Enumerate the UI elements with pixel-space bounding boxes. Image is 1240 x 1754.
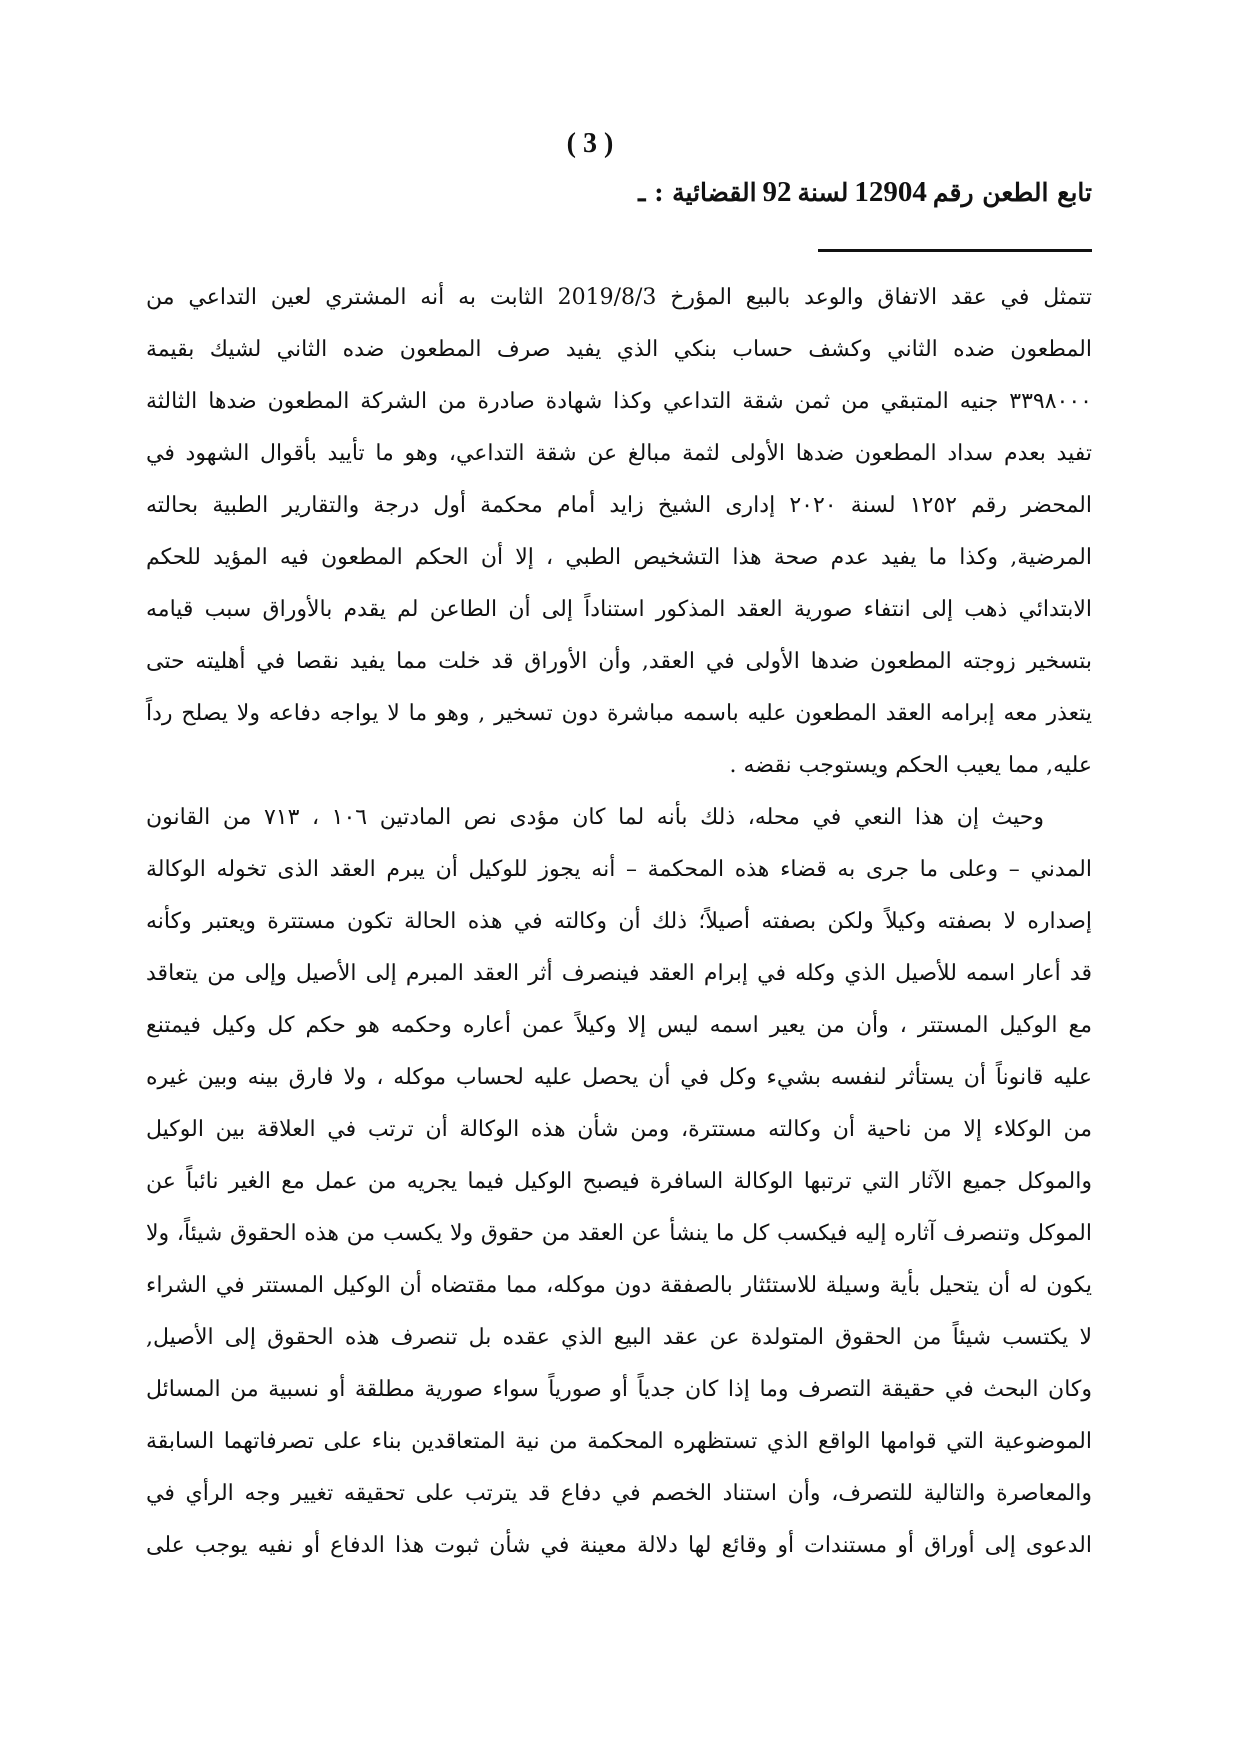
case-number: 12904	[854, 176, 927, 208]
page-number: ( 3 )	[566, 128, 614, 159]
text-line: وحيث إن هذا النعي في محله، ذلك بأنه لما كان مؤدى نص المادتين ١٠٦ ، ٧١٣ من القانون	[146, 805, 1044, 830]
text-line: مع الوكيل المستتر ، وأن من يعير اسمه ليس إلا وكيلاً عمن أعاره وحكمه هو حكم كل وكيل فيمتنع	[146, 1013, 1092, 1038]
case-header-prefix: تابع الطعن رقم	[932, 178, 1092, 207]
text-line: وكان البحث في حقيقة التصرف وما إذا كان جدياً أو صورياً سواء صورية مطلقة أو نسبية من المسائل	[146, 1377, 1092, 1402]
text-line: الموكل وتنصرف آثاره إليه فيكسب كل ما ينشأ عن العقد من حقوق ولا يكسب من هذه الحقوق شيئاً، ولا	[146, 1221, 1092, 1246]
case-header	[638, 176, 1092, 209]
text-line: إصداره لا بصفته وكيلاً ولكن بصفته أصيلاً؛ ذلك أن وكالته في هذه الحالة تكون مستترة ويعتبر وكأنه	[146, 909, 1092, 934]
text-line: المحضر رقم ١٢٥٢ لسنة ٢٠٢٠ إدارى الشيخ زايد أمام محكمة أول درجة والتقارير الطبية بحالته	[146, 493, 1092, 518]
text-line: ٣٣٩٨٠٠٠ جنيه المتبقي من ثمن شقة التداعي وكذا شهادة صادرة من الشركة المطعون ضدها الثالثة	[146, 389, 1092, 414]
text-line: الموضوعية التي قوامها الواقع الذي تستظهره المحكمة من نية المتعاقدين بناء على تصرفاتهما السابقة	[146, 1429, 1092, 1454]
text-line: تتمثل في عقد الاتفاق والوعد بالبيع المؤرخ 2019/8/3 الثابت به أنه المشتري لعين التداعي من	[146, 285, 1092, 310]
text-line: المدني – وعلى ما جرى به قضاء هذه المحكمة – أنه يجوز للوكيل أن يبرم العقد الذى تخوله الوكالة	[146, 857, 1092, 882]
document-body	[146, 278, 1092, 1578]
text-line: من الوكلاء إلا من ناحية أن وكالته مستترة، ومن شأن هذه الوكالة أن ترتب في العلاقة بين الوكيل	[146, 1117, 1092, 1142]
text-line: عليه قانوناً أن يستأثر لنفسه بشيء وكل في أن يحصل عليه لحساب موكله ، ولا فارق بينه وبين غيره	[146, 1065, 1092, 1090]
header-divider	[818, 249, 1092, 252]
text-line: المرضية, وكذا ما يفيد عدم صحة هذا التشخيص الطبي ، إلا أن الحكم المطعون فيه المؤيد للحكم	[146, 545, 1092, 570]
text-line: لا يكتسب شيئاً من الحقوق المتولدة عن عقد البيع الذي عقده بل تنصرف هذه الحقوق إلى الأصيل,	[146, 1325, 1092, 1350]
text-line: عليه, مما يعيب الحكم ويستوجب نقضه .	[729, 753, 1092, 778]
text-line: الدعوى إلى أوراق أو مستندات أو وقائع لها دلالة معينة في شأن ثبوت هذا الدفاع أو نفيه يوجب على	[146, 1533, 1092, 1558]
text-line: يكون له أن يتحيل بأية وسيلة للاستئثار بالصفقة دون موكله، مما مقتضاه أن الوكيل المستتر في الشراء	[146, 1273, 1092, 1298]
case-year-label: لسنة	[797, 178, 849, 207]
text-line: المطعون ضده الثاني وكشف حساب بنكي الذي يفيد صرف المطعون ضده الثاني لشيك بقيمة	[146, 337, 1092, 362]
text-line: والموكل جميع الآثار التي ترتبها الوكالة السافرة فيصبح الوكيل فيما يجريه من عمل مع الغير نائباً عن	[146, 1169, 1092, 1194]
text-line: يتعذر معه إبرامه العقد المطعون عليه باسمه مباشرة دون تسخير , وهو ما لا يواجه دفاعه ولا يصلح رداً	[146, 701, 1092, 726]
text-line: الابتدائي ذهب إلى انتفاء صورية العقد المذكور استناداً إلى أن الطاعن لم يقدم بالأوراق سبب قيامه	[146, 597, 1092, 622]
text-line: قد أعار اسمه للأصيل الذي وكله في إبرام العقد فينصرف أثر العقد المبرم إلى الأصيل وإلى من يتعاقد	[146, 961, 1092, 986]
case-header-suffix: القضائية : ـ	[638, 178, 757, 207]
text-line: بتسخير زوجته المطعون ضدها الأولى في العقد, وأن الأوراق قد خلت مما يفيد نقصا في أهليته حتى	[146, 649, 1092, 674]
case-year: 92	[762, 176, 792, 208]
text-line: تفيد بعدم سداد المطعون ضدها الأولى لثمة مبالغ عن شقة التداعي، وهو ما تأييد بأقوال الشهود في	[146, 441, 1092, 466]
text-line: والمعاصرة والتالية للتصرف، وأن استناد الخصم في دفاع قد يترتب على تحقيقه تغيير وجه الرأي في	[146, 1481, 1092, 1506]
